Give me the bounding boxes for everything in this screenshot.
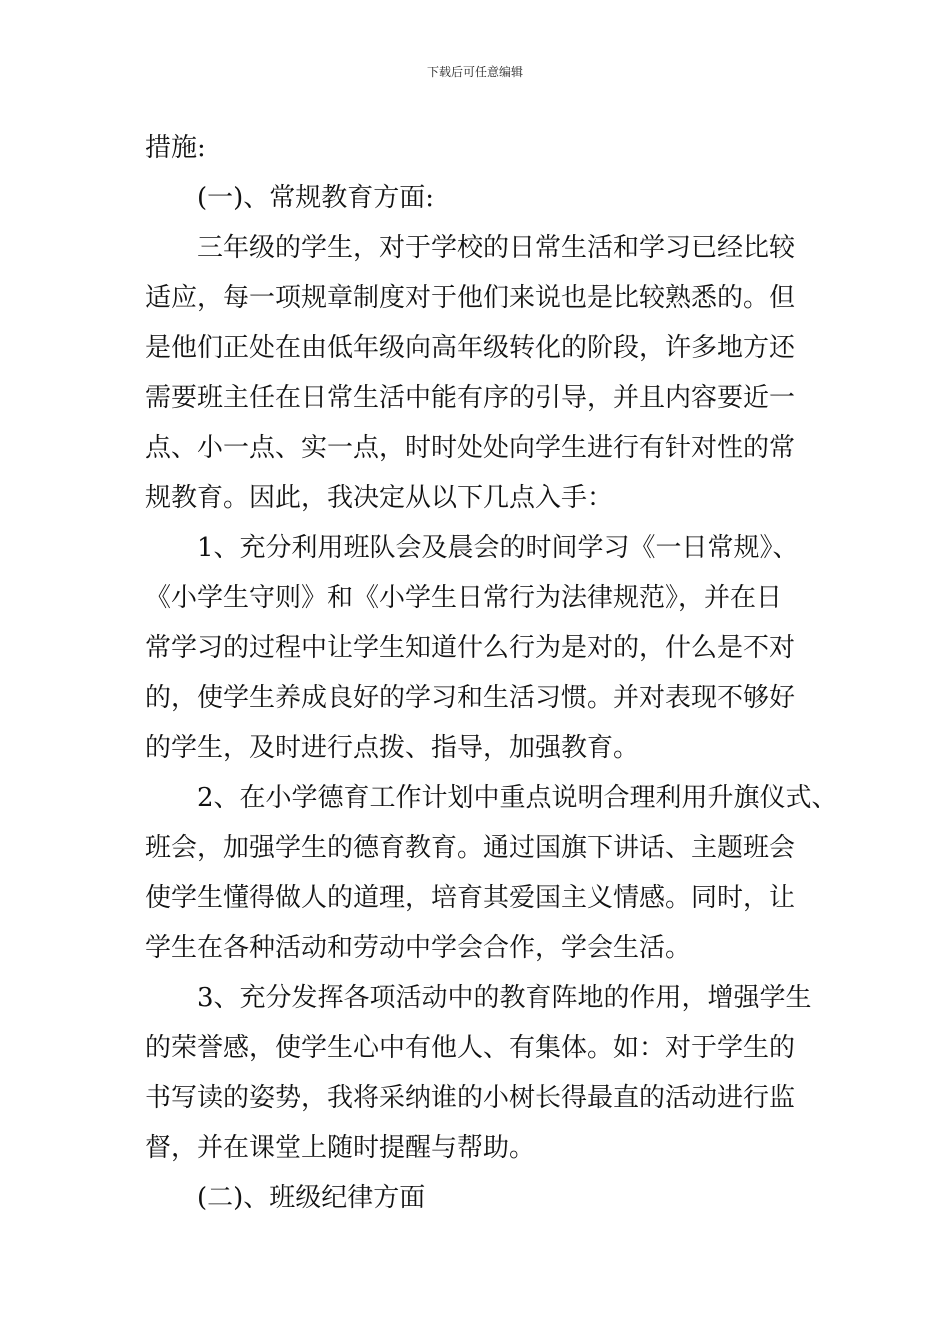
section-heading: (一)、常规教育方面: bbox=[197, 183, 435, 213]
text-line: 适应，每一项规章制度对于他们来说也是比较熟悉的。但 bbox=[145, 283, 796, 313]
text-line: 督，并在课堂上随时提醒与帮助。 bbox=[145, 1133, 536, 1163]
page-header: 下载后可任意编辑 bbox=[426, 65, 523, 79]
text-line: 的学生，及时进行点拨、指导，加强教育。 bbox=[145, 733, 640, 763]
text-line: 的荣誉感，使学生心中有他人、有集体。如：对于学生的 bbox=[145, 1033, 796, 1063]
text-line: 点、小一点、实一点，时时处处向学生进行有针对性的常 bbox=[145, 433, 796, 463]
text-line: 1、充分利用班队会及晨会的时间学习《一日常规》、 bbox=[197, 533, 799, 563]
text-line: 规教育。因此，我决定从以下几点入手： bbox=[145, 483, 614, 513]
text-line: 三年级的学生，对于学校的日常生活和学习已经比较 bbox=[197, 233, 796, 263]
text-line: 措施: bbox=[145, 133, 206, 163]
text-line: 书写读的姿势，我将采纳谁的小树长得最直的活动进行监 bbox=[145, 1083, 796, 1113]
text-line: 需要班主任在日常生活中能有序的引导，并且内容要近一 bbox=[145, 383, 796, 413]
text-line: 3、充分发挥各项活动中的教育阵地的作用，增强学生 bbox=[197, 983, 812, 1013]
text-line: 使学生懂得做人的道理，培育其爱国主义情感。同时，让 bbox=[145, 883, 796, 913]
text-line: 《小学生守则》和《小学生日常行为法律规范》，并在日 bbox=[145, 583, 783, 613]
text-line: 是他们正处在由低年级向高年级转化的阶段，许多地方还 bbox=[145, 333, 796, 363]
text-line: 的，使学生养成良好的学习和生活习惯。并对表现不够好 bbox=[145, 683, 796, 713]
text-line: 学生在各种活动和劳动中学会合作，学会生活。 bbox=[145, 933, 692, 963]
text-line: 班会，加强学生的德育教育。通过国旗下讲话、主题班会 bbox=[145, 833, 796, 863]
section-heading: (二)、班级纪律方面 bbox=[197, 1183, 426, 1213]
text-line: 常学习的过程中让学生知道什么行为是对的，什么是不对 bbox=[145, 633, 796, 663]
text-line: 2、在小学德育工作计划中重点说明合理利用升旗仪式、 bbox=[197, 783, 838, 813]
